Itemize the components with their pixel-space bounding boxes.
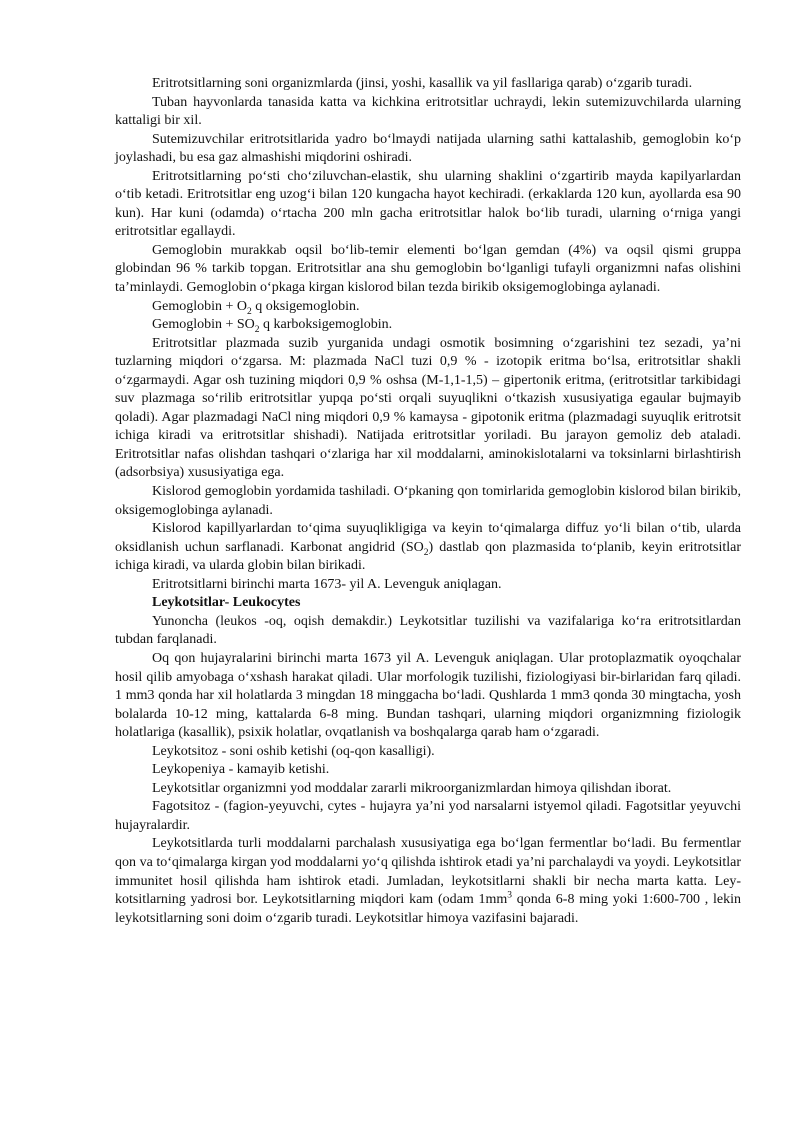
- paragraph-leukos-etymology: Yunoncha (leukos -oq, oqish demakdir.) Leykotsitlar tuzilishi va vazifalariga ko‘ra eritrotsitlardan tubdan farqlanadi.: [115, 613, 741, 648]
- paragraph-enzymes-immunity: Leykotsitlarda turli moddalarni parchalash xususiyatiga ega bo‘lgan fermentlar bo‘ladi. Bu fermentlar qon va to‘qimalarga kirgan yod moddalarni yo‘q qilishda ishtirok etadi ya’ni parchalaydi va yoydi. Leykotsitlar immunitet hosil qilishda ham ishtirok etadi. Jumladan, leykotsitlarni shakli bir necha marta katta. Ley-kotsitlarning yadrosi bor. Leykotsitlarning miqdori kam (odam $1mm^3$ qonda 6-8 ming yoki 1:600-700 , lekin leykotsitlarning soni doim o‘zgarib turadi. Leykotsitlar himoya vazifasini bajaradi.: [115, 836, 741, 926]
- paragraph-leukopenia: Leykopeniya - kamayib ketishi.: [152, 762, 330, 778]
- paragraph-erythrocyte-count: Eritrotsitlarning soni organizmlarda (jinsi, yoshi, kasallik va yil fasllariga qarab) o‘zgarib turadi.: [152, 76, 693, 91]
- formula-carboxyhemoglobin: Gemoglobin + $SO_2$ q karboksigemoglobin.: [152, 317, 393, 335]
- paragraph-phagocytosis: Fagotsitoz - (fagion-yeyuvchi, cytes - hujayra ya’ni yod narsalarni istyemol qiladi. Fagotsitlar yeyuvchi hujayralardir.: [115, 799, 741, 833]
- paragraph-oxygen-transport: Kislorod gemoglobin yordamida tashiladi. O‘pkaning qon tomirlarida gemoglobin kislorod bilan birikib, oksigemoglobinga aylanadi.: [115, 484, 741, 518]
- paragraph-membrane-lifespan: Eritrotsitlarning po‘sti cho‘ziluvchan-elastik, shu ularning shaklini o‘zgartirib mayda kapilyarlardan o‘tib ketadi. Eritrotsitlar eng uzog‘i bilan 120 kungacha hayot kechiradi. (erkaklarda 120 kun, ayollarda esa 90 kun). Har kuni (odamda) o‘rtacha 200 mln gacha eritrotsitlar halok bo‘lib turadi, ularning o‘rniga yangi eritrotsitlar egallaydi.: [115, 168, 741, 240]
- paragraph-protection: Leykotsitlar organizmni yod moddalar zararli mikroorganizmlardan himoya qilishdan iborat.: [152, 780, 672, 796]
- paragraph-capillary-diffusion: Kislorod kapillyarlardan to‘qima suyuqlikligiga va keyin to‘qimalarga diffuz yo‘li bilan o‘tib, ularda oksidlanish uchun sarflanadi. Karbonat angidrid $(SO_2)$ dastlab qon plazmasida to‘planib, keyin eritrotsitlar ichiga kiradi, va ularda globin bilan birikadi.: [115, 521, 742, 574]
- paragraph-hemoglobin: Gemoglobin murakkab oqsil bo‘lib-temir elementi bo‘lgan gemdan (4%) va oqsil qismi gruppa globindan 96 % tarkib topgan. Eritrotsitlar ana shu gemoglobin bo‘lganligi tufayli organizmni nafas olishini ta’minlaydi. Gemoglobin o‘pkaga kirgan kislorod bilan tezda birikib oksigemoglobinga aylanadi.: [115, 242, 741, 296]
- paragraph-leukocytosis: Leykotsitoz - soni oshib ketishi (oq-qon kasalligi).: [152, 743, 435, 759]
- paragraph-osmotic-pressure: Eritrotsitlar plazmada suzib yurganida undagi osmotik bosimning o‘zgarishini tez sezadi, ya’ni tuzlarning miqdori o‘zgarsa. M: plazmada NaCl tuzi 0,9 % - izotopik eritma bo‘lsa, eritrotsitlar shakli o‘zgarmaydi. Agar osh tuzining miqdori 0,9 % oshsa (M-1,1-1,5) – gipertonik eritma, (eritrotsitlar tarkibidagi suv plazmaga so‘rilib eritrotsitlar yupqa po‘sti orqali suyuqlikni o‘tkazish xususiyatiga egaular bujmayib qoladi). Agar plazmadagi NaCl ning miqdori 0,9 % kamaysa - gipotonik eritma (plazmadagi suyuqlik eritrotsit ichiga kiradi va eritrotsitlar shishadi). Natijada eritrotsitlar yoriladi. Bu jarayon gemoliz deb ataladi. Eritrotsitlar nafas olishdan tashqari o‘zlariga har xil moddalarni, aminokislotalarni va toksinlarni birlashtirish (adsorbsiya) xususiyatiga ega.: [115, 335, 741, 481]
- paragraph-white-cells-counts: Oq qon hujayralarini birinchi marta 1673 yil A. Levenguk aniqlagan. Ular protoplazmatik oyoqchalar hosil qilib amyobaga o‘xshash harakat qiladi. Ular morfologik tuzilishi, fiziologiyasi bir-birlaridan farq qiladi. 1 mm3 qonda har xil holatlarda 3 mingdan 18 minggacha bo‘ladi. Qushlarda 1 mm3 qonda 30 mingtacha, yosh bolalarda 10-12 ming, kattalarda 6-8 ming. Bundan tashqari, ularning miqdori organizmning fiziologik holatlariga (kasallik), psixik holatlar, ovqatlanish va boshqalarga qarab ham o‘zgaradi.: [115, 650, 741, 741]
- formula-oxyhemoglobin: Gemoglobin + $O_2$ q oksigemoglobin.: [152, 298, 360, 317]
- document-page: [115, 75, 741, 928]
- paragraph-lower-animals: Tuban hayvonlarda tanasida katta va kichkina eritrotsitlar uchraydi, lekin sutemizuvchilarda ularning kattaligi bir xil.: [115, 94, 741, 129]
- paragraph-levenguk-discovery: Eritrotsitlarni birinchi marta 1673- yil A. Levenguk aniqlagan.: [152, 576, 502, 592]
- section-heading-leukocytes: Leykotsitlar- Leukocytes: [152, 595, 301, 611]
- paragraph-mammals-nucleus: Sutemizuvchilar eritrotsitlarida yadro bo‘lmaydi natijada ularning sathi kattalashib, gemoglobin ko‘p joylashadi, bu esa gaz almashishi miqdorini oshiradi.: [115, 131, 741, 166]
